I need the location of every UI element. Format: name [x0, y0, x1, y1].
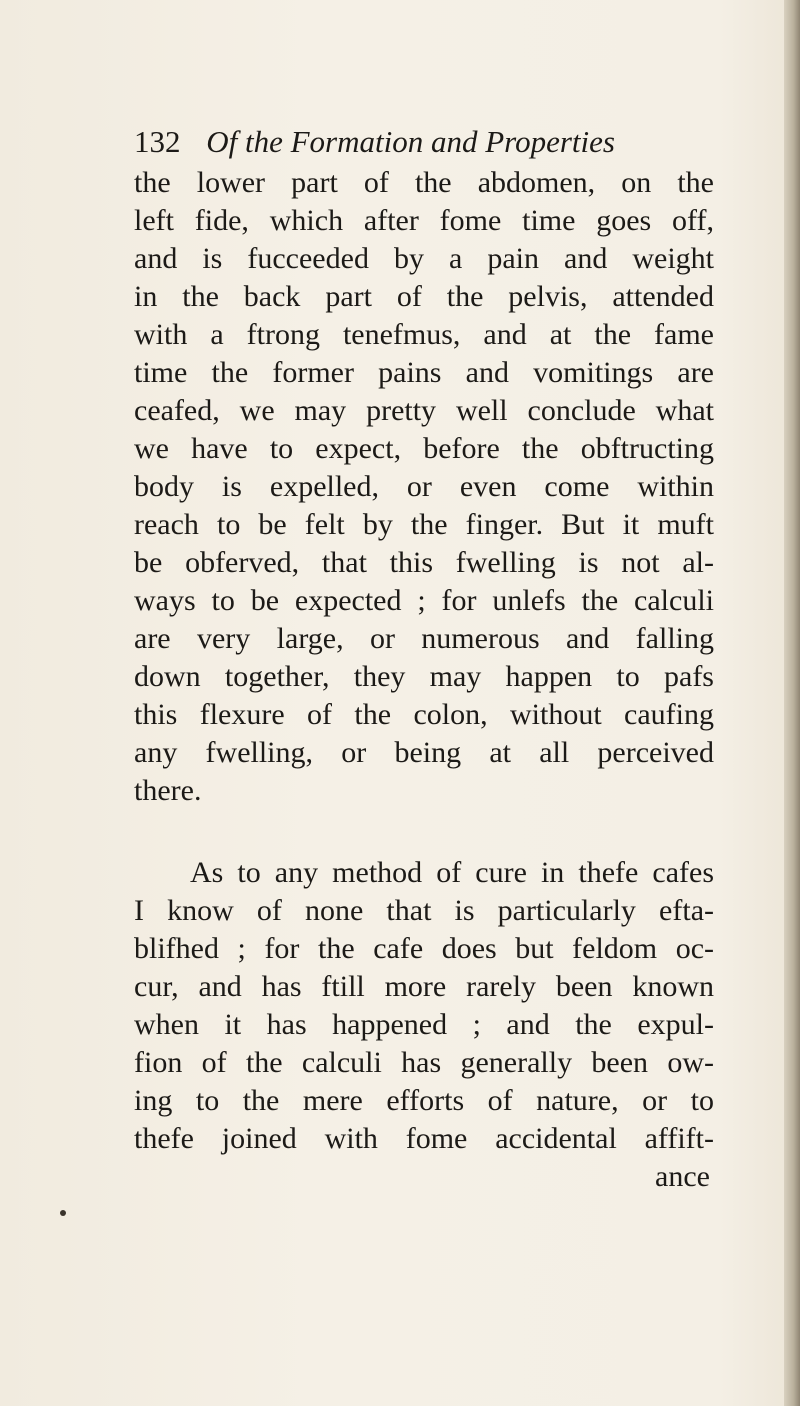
text-line: be obferved, that this fwelling is not al- [134, 546, 714, 579]
text-line: this flexure of the colon, without caufing [134, 698, 714, 731]
text-line: time the former pains and vomitings are [134, 356, 714, 389]
page-number: 132 [134, 124, 181, 159]
text-line: in the back part of the pelvis, attended [134, 280, 714, 313]
text-line: left fide, which after fome time goes off, [134, 204, 714, 237]
text-line: thefe joined with fome accidental affift- [134, 1122, 714, 1155]
text-line: I know of none that is particularly efta- [134, 894, 714, 927]
text-line: fion of the calculi has generally been ow- [134, 1046, 714, 1079]
page-edge-shadow [784, 0, 800, 1406]
paragraph-1 [134, 164, 714, 810]
body-text [134, 164, 714, 1196]
running-title: Of the Formation and Properties [206, 124, 615, 159]
text-line: there. [134, 774, 202, 807]
text-line: and is fucceeded by a pain and weight [134, 242, 714, 275]
text-line: any fwelling, or being at all perceived [134, 736, 714, 769]
text-line: body is expelled, or even come within [134, 470, 714, 503]
text-line: when it has happened ; and the expul- [134, 1008, 714, 1041]
text-line: As to any method of cure in thefe cafes [190, 856, 714, 889]
catchword: ance [655, 1160, 710, 1193]
text-line: reach to be felt by the finger. But it muft [134, 508, 714, 541]
text-line: blifhed ; for the cafe does but feldom oc- [134, 932, 714, 965]
running-header [134, 118, 694, 166]
text-line: we have to expect, before the obftructing [134, 432, 714, 465]
text-line: the lower part of the abdomen, on the [134, 166, 714, 199]
ink-spot [60, 1210, 66, 1216]
text-line: ing to the mere efforts of nature, or to [134, 1084, 714, 1117]
paragraph-gap [134, 810, 714, 854]
text-line: cur, and has ftill more rarely been known [134, 970, 714, 1003]
text-line: ceafed, we may pretty well conclude what [134, 394, 714, 427]
text-line: with a ftrong tenefmus, and at the fame [134, 318, 714, 351]
text-line: are very large, or numerous and falling [134, 622, 714, 655]
text-line: ways to be expected ; for unlefs the calculi [134, 584, 714, 617]
paragraph-2 [134, 854, 714, 1158]
text-line: down together, they may happen to pafs [134, 660, 714, 693]
